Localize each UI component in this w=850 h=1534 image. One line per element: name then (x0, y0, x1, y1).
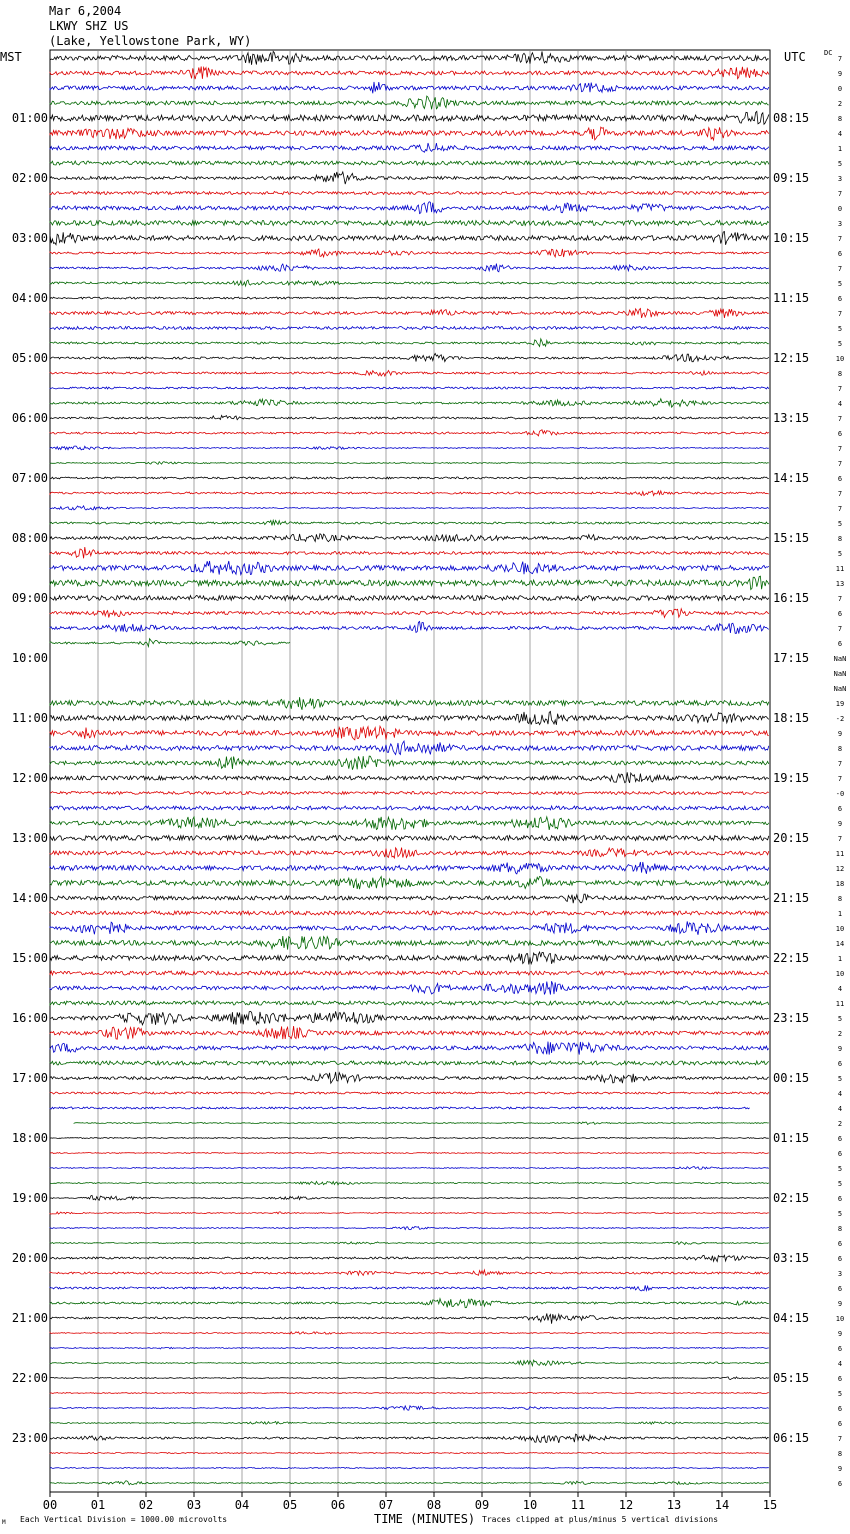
mst-hour-label: 14:00 (11, 891, 48, 905)
utc-hour-label: 19:15 (773, 771, 810, 785)
dc-offset-label: 6 (837, 1375, 843, 1383)
trace-row (50, 609, 769, 618)
trace-row (50, 371, 769, 377)
trace-row (50, 1227, 769, 1230)
trace-row (50, 952, 769, 964)
dc-offset-label: 8 (837, 535, 843, 543)
trace-row (50, 1377, 769, 1380)
dc-offset-label: 7 (837, 775, 843, 783)
trace-row (50, 51, 769, 64)
dc-offset-label: 8 (837, 1225, 843, 1233)
trace-row (50, 67, 769, 80)
trace-row (50, 1026, 769, 1039)
dc-offset-label: 9 (837, 70, 843, 78)
mst-hour-label: 08:00 (11, 531, 48, 545)
dc-offset-label: 5 (837, 1180, 843, 1188)
dc-offset-label: 6 (837, 1240, 843, 1248)
dc-offset-label: 1 (837, 145, 843, 153)
trace-row (50, 1285, 769, 1290)
mst-hour-label: 19:00 (11, 1191, 48, 1205)
trace-row (50, 862, 769, 874)
utc-hour-label: 00:15 (773, 1071, 810, 1085)
trace-row (50, 1360, 769, 1366)
trace-row (50, 534, 769, 542)
dc-offset-label: 10 (835, 970, 845, 978)
utc-hour-label: 17:15 (773, 651, 810, 665)
x-tick-label: 10 (522, 1498, 538, 1512)
trace-row (50, 1042, 769, 1055)
utc-hour-label: 16:15 (773, 591, 810, 605)
trace-row (50, 264, 769, 272)
trace-row (50, 547, 769, 558)
utc-hour-label: 04:15 (773, 1311, 810, 1325)
header-date: Mar 6,2004 (49, 4, 122, 18)
mst-hour-label: 04:00 (11, 291, 48, 305)
scale-note: Each Vertical Division = 1000.00 microvolts (20, 1515, 228, 1524)
dc-offset-label: 19 (835, 700, 845, 708)
dc-offset-label: NaN (833, 685, 847, 693)
trace-row (50, 1061, 769, 1065)
dc-offset-label: 14 (835, 940, 845, 948)
trace-row (50, 1212, 769, 1214)
trace-row (50, 836, 769, 841)
mst-hour-label: 21:00 (11, 1311, 48, 1325)
trace-row (50, 430, 769, 436)
dc-offset-label: 18 (835, 880, 845, 888)
trace-row (50, 1072, 769, 1083)
trace-row (50, 1347, 769, 1349)
dc-offset-label: 5 (837, 340, 843, 348)
dc-offset-label: 5 (837, 520, 843, 528)
trace-row (50, 981, 769, 994)
dc-offset-label: 12 (835, 865, 845, 873)
dc-offset-label: 5 (837, 160, 843, 168)
dc-offset-label: 8 (837, 115, 843, 123)
trace-row (50, 143, 769, 152)
trace-row (50, 491, 769, 496)
trace-row (50, 387, 769, 389)
dc-offset-label: 6 (837, 1060, 843, 1068)
trace-row (50, 1453, 769, 1454)
x-tick-label: 07 (378, 1498, 394, 1512)
dc-offset-label: 6 (837, 295, 843, 303)
utc-hour-label: 21:15 (773, 891, 810, 905)
dc-offset-label: 1 (837, 955, 843, 963)
trace-row (50, 1422, 769, 1425)
dc-offset-label: 5 (837, 1075, 843, 1083)
trace-row (50, 1332, 769, 1334)
trace-row (50, 622, 769, 634)
x-tick-label: 12 (618, 1498, 634, 1512)
dc-offset-label: 6 (837, 1345, 843, 1353)
trace-row (50, 1393, 769, 1394)
dc-offset-label: 4 (837, 1105, 843, 1113)
mst-hour-label: 22:00 (11, 1371, 48, 1385)
trace-row (50, 161, 769, 165)
x-axis-title: TIME (MINUTES) (374, 1512, 476, 1526)
trace-row (50, 127, 769, 140)
trace-row (50, 894, 769, 903)
utc-hour-label: 20:15 (773, 831, 810, 845)
utc-hour-label: 05:15 (773, 1371, 810, 1385)
trace-row (50, 249, 769, 257)
dc-offset-label: 7 (837, 190, 843, 198)
dc-offset-label: 3 (837, 1270, 843, 1278)
utc-hour-label: 14:15 (773, 471, 810, 485)
dc-offset-label: 9 (837, 1330, 843, 1338)
x-tick-label: 01 (90, 1498, 106, 1512)
dc-offset-label: 6 (837, 610, 843, 618)
dc-offset-label: 8 (837, 895, 843, 903)
dc-offset-label: 7 (837, 235, 843, 243)
dc-offset-label: 6 (837, 1285, 843, 1293)
trace-row (50, 327, 769, 330)
dc-offset-label: 7 (837, 490, 843, 498)
dc-offset-label: 3 (837, 220, 843, 228)
dc-offset-label: 5 (837, 280, 843, 288)
dc-offset-label: 7 (837, 385, 843, 393)
mst-hour-label: 17:00 (11, 1071, 48, 1085)
trace-row (50, 111, 769, 124)
dc-offset-label: 3 (837, 175, 843, 183)
trace-row (50, 1270, 769, 1276)
trace-row (50, 756, 769, 770)
utc-hour-label: 09:15 (773, 171, 810, 185)
right-timezone-label: UTC (784, 50, 806, 64)
dc-offset-label: 7 (837, 835, 843, 843)
trace-row (50, 309, 769, 318)
utc-hour-label: 03:15 (773, 1251, 810, 1265)
trace-row (50, 506, 769, 510)
x-tick-label: 11 (570, 1498, 586, 1512)
trace-row (50, 772, 769, 783)
trace-row (50, 1001, 769, 1005)
dc-offset-label: 4 (837, 1360, 843, 1368)
trace-row (50, 936, 769, 950)
dc-offset-label: 2 (837, 100, 843, 108)
dc-offset-label: 11 (835, 565, 845, 573)
trace-row (50, 639, 290, 647)
mst-hour-label: 02:00 (11, 171, 48, 185)
header-station: LKWY SHZ US (49, 19, 129, 33)
trace-row (74, 1122, 769, 1125)
dc-offset-label: 6 (837, 1405, 843, 1413)
mst-hour-label: 12:00 (11, 771, 48, 785)
mst-hour-label: 10:00 (11, 651, 48, 665)
trace-row (50, 1181, 769, 1185)
trace-row (50, 596, 769, 601)
trace-row (50, 971, 769, 975)
trace-row (50, 520, 769, 525)
mst-hour-label: 20:00 (11, 1251, 48, 1265)
trace-row (50, 921, 769, 934)
trace-row (50, 1011, 769, 1025)
dc-offset-label: 11 (835, 850, 845, 858)
x-tick-label: 15 (762, 1498, 778, 1512)
mst-hour-label: 23:00 (11, 1431, 48, 1445)
dc-offset-label: 6 (837, 1135, 843, 1143)
dc-offset-label: 2 (837, 1120, 843, 1128)
dc-offset-label: 9 (837, 1300, 843, 1308)
dc-offset-label: 6 (837, 640, 843, 648)
dc-offset-label: 9 (837, 1045, 843, 1053)
utc-hour-label: 06:15 (773, 1431, 810, 1445)
dc-offset-label: 7 (837, 415, 843, 423)
trace-row (50, 399, 769, 408)
trace-row (50, 477, 769, 479)
dc-offset-label: 6 (837, 250, 843, 258)
dc-offset-label: 7 (837, 505, 843, 513)
trace-row (50, 726, 769, 740)
trace-row (50, 1406, 769, 1410)
corner-mark: M (2, 1519, 6, 1526)
trace-row (50, 462, 769, 465)
utc-hour-label: 02:15 (773, 1191, 810, 1205)
plot-frame (50, 50, 770, 1492)
dc-offset-label: 4 (837, 130, 843, 138)
trace-row (50, 232, 769, 245)
clip-note: Traces clipped at plus/minus 5 vertical divisions (482, 1515, 719, 1524)
mst-hour-label: 07:00 (11, 471, 48, 485)
dc-offset-label: 5 (837, 1015, 843, 1023)
dc-offset-label: 6 (837, 1195, 843, 1203)
trace-row (50, 711, 769, 724)
mst-hour-label: 03:00 (11, 231, 48, 245)
dc-offset-label: NaN (833, 670, 847, 678)
utc-hour-label: 13:15 (773, 411, 810, 425)
trace-row (50, 82, 769, 93)
trace-row (50, 792, 769, 795)
dc-offset-label: 9 (837, 1465, 843, 1473)
trace-row (50, 297, 769, 299)
x-tick-label: 02 (138, 1498, 154, 1512)
dc-offset-label: 7 (837, 445, 843, 453)
dc-offset-label: 5 (837, 325, 843, 333)
x-tick-label: 05 (282, 1498, 298, 1512)
utc-hour-label: 01:15 (773, 1131, 810, 1145)
x-tick-label: 03 (186, 1498, 202, 1512)
trace-row (50, 415, 769, 419)
dc-offset-label: 9 (837, 730, 843, 738)
trace-row (50, 1299, 769, 1308)
header-location: (Lake, Yellowstone Park, WY) (49, 34, 252, 48)
trace-row (50, 1255, 769, 1261)
dc-offset-label: 6 (837, 475, 843, 483)
trace-row (50, 576, 769, 589)
dc-offset-label: NaN (833, 655, 847, 663)
trace-row (50, 1242, 769, 1245)
dc-offset-label: 6 (837, 1420, 843, 1428)
dc-offset-label: -0 (835, 790, 845, 798)
utc-hour-label: 11:15 (773, 291, 810, 305)
mst-hour-label: 06:00 (11, 411, 48, 425)
trace-row (50, 1468, 769, 1469)
trace-row (50, 1153, 769, 1154)
dc-offset-label: 7 (837, 310, 843, 318)
trace-row (50, 1314, 769, 1324)
dc-offset-label: 8 (837, 370, 843, 378)
trace-row (50, 741, 769, 754)
dc-offset-label: 4 (837, 985, 843, 993)
dc-offset-label: 5 (837, 1390, 843, 1398)
dc-offset-label: 5 (837, 1210, 843, 1218)
mst-hour-label: 13:00 (11, 831, 48, 845)
trace-row (50, 96, 769, 109)
mst-hour-label: 11:00 (11, 711, 48, 725)
dc-offset-label: 6 (837, 805, 843, 813)
utc-hour-label: 10:15 (773, 231, 810, 245)
utc-hour-label: 23:15 (773, 1011, 810, 1025)
left-timezone-label: MST (0, 50, 22, 64)
trace-row (50, 192, 769, 195)
dc-offset-label: 0 (837, 205, 843, 213)
trace-row (50, 354, 769, 362)
dc-offset-label: 0 (837, 85, 843, 93)
mst-hour-label: 01:00 (11, 111, 48, 125)
x-tick-label: 06 (330, 1498, 346, 1512)
trace-row (50, 1195, 769, 1200)
trace-row (50, 876, 769, 889)
dc-offset-label: 11 (835, 1000, 845, 1008)
trace-row (50, 1167, 769, 1170)
dc-offset-label: -2 (835, 715, 845, 723)
x-tick-label: 00 (42, 1498, 58, 1512)
dc-offset-label: 1 (837, 910, 843, 918)
trace-row (50, 280, 769, 286)
trace-row (50, 848, 769, 858)
utc-hour-label: 15:15 (773, 531, 810, 545)
mst-hour-label: 09:00 (11, 591, 48, 605)
x-tick-label: 04 (234, 1498, 250, 1512)
dc-offset-label: 7 (837, 625, 843, 633)
trace-row (50, 202, 769, 214)
utc-hour-label: 08:15 (773, 111, 810, 125)
trace-row (50, 1092, 769, 1094)
utc-hour-label: 12:15 (773, 351, 810, 365)
dc-offset-label: 6 (837, 1255, 843, 1263)
trace-row (50, 1107, 750, 1109)
trace-row (50, 817, 769, 830)
mst-hour-label: 05:00 (11, 351, 48, 365)
trace-row (50, 446, 769, 450)
dc-offset-label: 10 (835, 925, 845, 933)
trace-row (50, 911, 769, 915)
dc-offset-label: 5 (837, 550, 843, 558)
trace-row (50, 221, 769, 226)
dc-offset-label: 7 (837, 1435, 843, 1443)
trace-row (50, 172, 769, 184)
trace-row (50, 1138, 769, 1139)
dc-offset-label: 4 (837, 400, 843, 408)
dc-offset-label: 6 (837, 1150, 843, 1158)
dc-offset-label: 7 (837, 265, 843, 273)
x-tick-label: 13 (666, 1498, 682, 1512)
dc-offset-label: 10 (835, 1315, 845, 1323)
trace-row (50, 697, 769, 710)
utc-hour-label: 22:15 (773, 951, 810, 965)
x-tick-label: 08 (426, 1498, 442, 1512)
dc-offset-label: 13 (835, 580, 845, 588)
dc-offset-label: 5 (837, 1165, 843, 1173)
mst-hour-label: 15:00 (11, 951, 48, 965)
trace-row (50, 339, 769, 347)
dc-offset-label: 6 (837, 1480, 843, 1488)
dc-offset-label: 8 (837, 1450, 843, 1458)
trace-row (50, 806, 769, 810)
trace-row (50, 561, 769, 575)
dc-offset-label: 10 (835, 355, 845, 363)
utc-hour-label: 18:15 (773, 711, 810, 725)
trace-row (50, 1481, 769, 1485)
dc-offset-label: 9 (837, 820, 843, 828)
dc-offset-label: 6 (837, 430, 843, 438)
trace-row (50, 1434, 769, 1443)
x-tick-label: 09 (474, 1498, 490, 1512)
dc-offset-label: 7 (837, 55, 843, 63)
dc-column-label: DC (824, 49, 833, 57)
x-tick-label: 14 (714, 1498, 730, 1512)
mst-hour-label: 18:00 (11, 1131, 48, 1145)
dc-offset-label: 7 (837, 460, 843, 468)
dc-offset-label: 7 (837, 760, 843, 768)
dc-offset-label: 7 (837, 595, 843, 603)
mst-hour-label: 16:00 (11, 1011, 48, 1025)
dc-offset-label: 4 (837, 1090, 843, 1098)
dc-offset-label: 2 (837, 1030, 843, 1038)
dc-offset-label: 8 (837, 745, 843, 753)
